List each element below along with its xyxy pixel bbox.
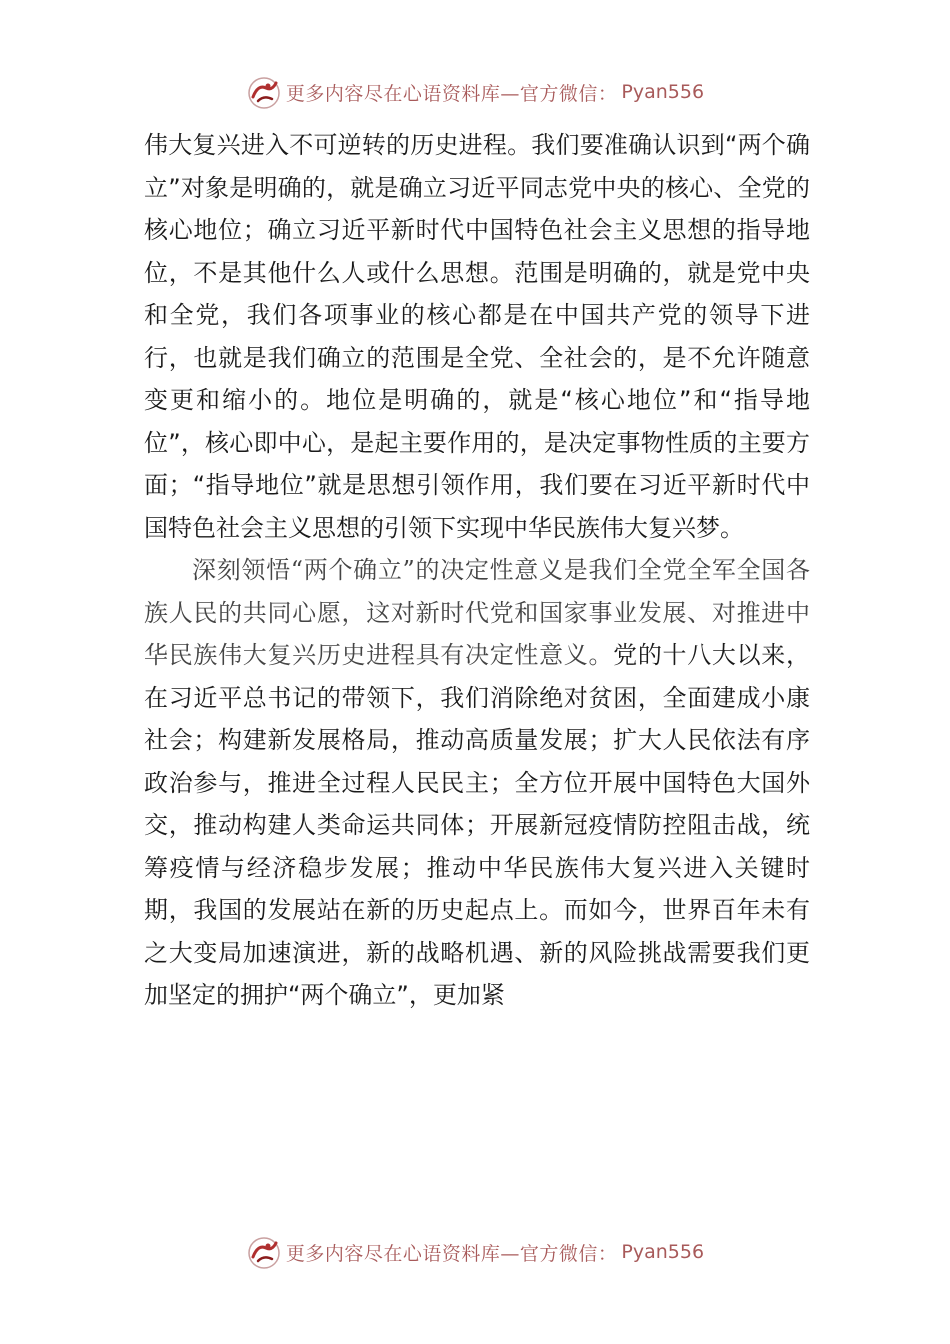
library-logo-icon bbox=[246, 1234, 282, 1270]
document-body bbox=[144, 124, 810, 1017]
paragraph-2-body: 党的十八大以来，在习近平总书记的带领下，我们消除绝对贫困，全面建成小康社会；构建新发展格局，推动高质量发展；扩大人民依法有序政治参与，推进全过程人民民主；全方位开展中国特色大国外交，推动构建人类命运共同体；开展新冠疫情防控阻击战，统筹疫情与经济稳步发展；推动中华民族伟大复兴进入关键时期，我国的发展站在新的历史起点上。而如今，世界百年未有之大变局加速演进，新的战略机遇、新的风险挑战需要我们更加坚定的拥护“两个确立”，更加紧 bbox=[144, 641, 811, 1009]
paragraph-2 bbox=[144, 549, 810, 1017]
footer-wechat-account: Pyan556 bbox=[621, 1241, 705, 1263]
footer-tagline: 更多内容尽在心语资料库—官方微信： bbox=[285, 1242, 618, 1265]
footer-watermark bbox=[0, 1230, 950, 1274]
library-logo-icon bbox=[246, 74, 282, 110]
header-tagline: 更多内容尽在心语资料库—官方微信： bbox=[285, 82, 618, 105]
header-watermark bbox=[0, 70, 950, 114]
header-wechat-account: Pyan556 bbox=[621, 81, 705, 103]
paragraph-1: 伟大复兴进入不可逆转的历史进程。我们要准确认识到“两个确立”对象是明确的，就是确立习近平同志党中央的核心、全党的核心地位；确立习近平新时代中国特色社会主义思想的指导地位，不是其他什么人或什么思想。范围是明确的，就是党中央和全党，我们各项事业的核心都是在中国共产党的领导下进行，也就是我们确立的范围是全党、全社会的，是不允许随意变更和缩小的。地位是明确的，就是“核心地位”和“指导地位”，核心即中心，是起主要作用的，是决定事物性质的主要方面；“指导地位”就是思想引领作用，我们要在习近平新时代中国特色社会主义思想的引领下实现中华民族伟大复兴梦。 bbox=[144, 131, 810, 542]
paragraph-2-lead: 深刻领悟“两个确立”的决定性意义是我们全党全军全国各族人民的共同心愿，这对新时代党和国家事业发展、对推进中华民族伟大复兴历史进程具有决定性意义。 bbox=[144, 556, 810, 669]
